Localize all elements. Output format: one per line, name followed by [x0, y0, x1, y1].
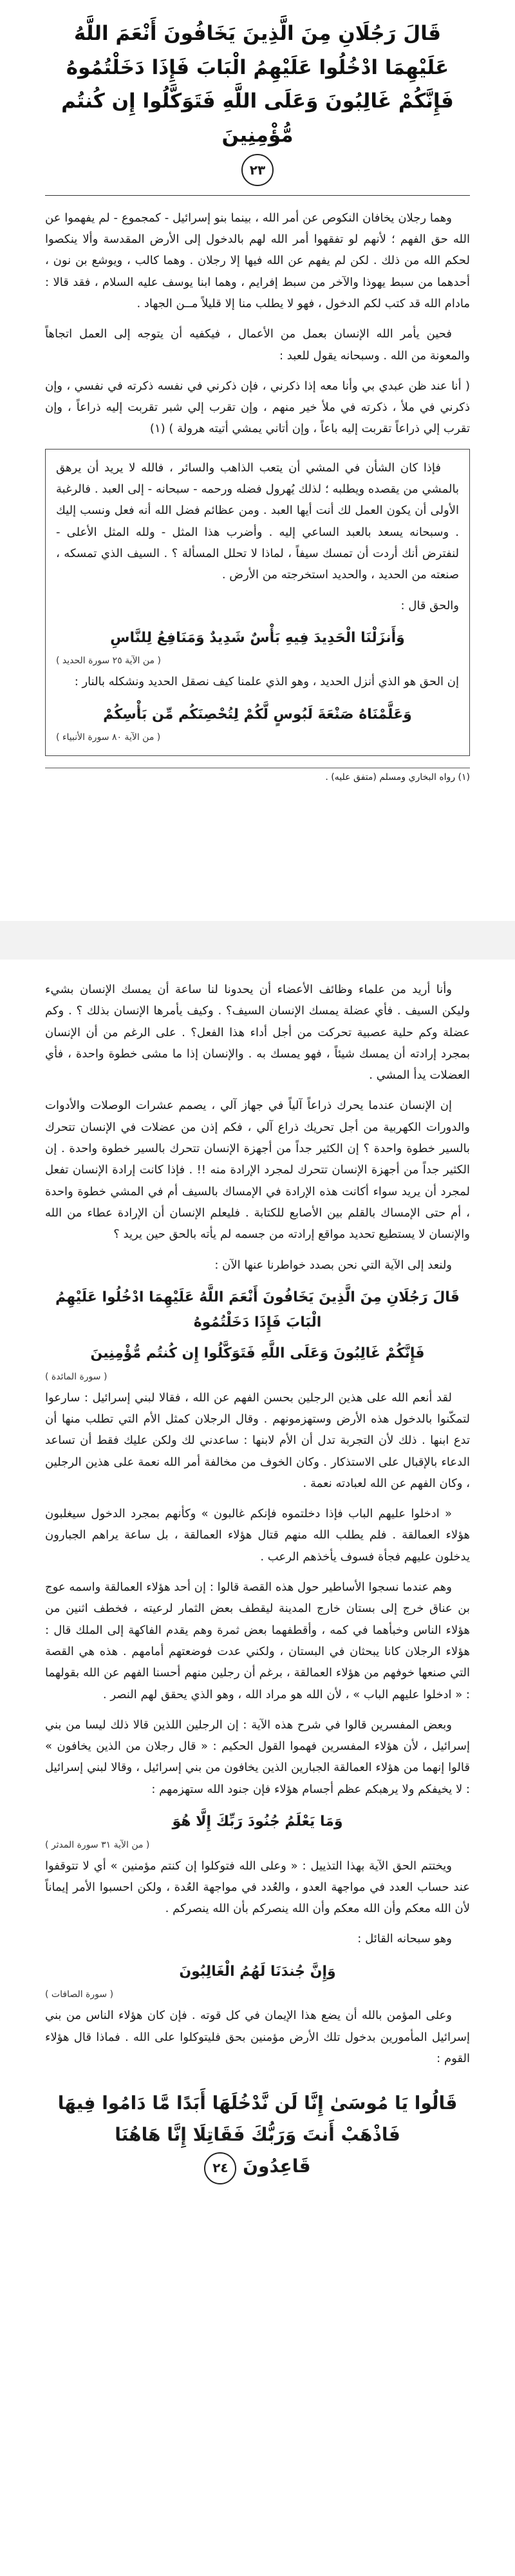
- body-paragraph: « ادخلوا عليهم الباب فإذا دخلتموه فإنكم غالبون » وكأنهم بمجرد الدخول سيغلبون هؤلاء العمالقة . فلم يطلب الله منهم قتال هؤلاء العمالقة ، بل ساعة يراهم الجبارون يدخلون عليهم فجأة فسوف يأخذهم الرعب .: [45, 1507, 470, 1564]
- verse-reference: ( من الآية ٣١ سورة المدثر ): [45, 1839, 150, 1850]
- quoted-verse: فَإِنَّكُمْ غَالِبُونَ وَعَلَى اللَّهِ فَتَوَكَّلُوا إِن كُنتُم مُّؤْمِنِينَ: [90, 1345, 425, 1362]
- body-paragraph: وعلى المؤمن بالله أن يضع هذا الإيمان في كل قوته . فإن كان هؤلاء الناس من بني إسرائيل المأمورين بدخول تلك الأرض مؤمنين بحق فليتوكلوا على الله . فماذا قال هؤلاء القوم :: [45, 2009, 470, 2065]
- body-paragraph: فإذا كان الشأن في المشي أن يتعب الذاهب والسائر ، فالله لا يريد أن يرهق بالمشي من يقصده ويطلبه ؛ لذلك يُهرول فضله ورحمه - سبحانه - إلى العبد . فالرغبة الأولى أن يكون العمل لك أنت أيها العبد . ومن عظائم فضل الله أنه فعل ونسب إليك . وسبحانه يسعد بالعبد الساعي إليه . وأضرب هذا المثل - ولله المثل الأعلى - لنفترض أنك أردت أن تمسك سيفاً ، لماذا لا تحلل المسألة ؟ . السيف الذي تمسكه ، صنعته من الحديد ، والحديد استخرجته من الأرض .: [56, 460, 459, 582]
- quran-verse-heading: [45, 17, 470, 153]
- page-two: [0, 960, 515, 2576]
- verse-line-text: قَاعِدُونَ: [243, 2155, 311, 2177]
- quoted-verse: وَإِنَّ جُندَنَا لَهُمُ الْغَالِبُونَ: [179, 1963, 336, 1980]
- verse-reference: ( من الآية ٢٥ سورة الحديد ): [56, 656, 161, 667]
- body-paragraph: وهم عندما نسجوا الأساطير حول هذه القصة قالوا : إن أحد هؤلاء العمالقة واسمه عوج بن عناق خرج إلى بستان خارج المدينة ليقطف بعض الثمار لرعيته ، فخطف اثنين من هؤلاء الناس وخبأهما في كمه ، وأقطفهما بعض ثمرة وهم يقدم الفاكهة إلى الملك قال : هؤلاء الرجلان كانا يبحثان في البستان ، ولكني عدت فوضعتهم أمامهم . هذه هي القصة التي صنعها خوفهم من هؤلاء العمالقة ، برغم أن رجلين منهم أحسنا الفهم عن الله بقولهما : « ادخلوا عليهم الباب » ، لأن الله هو مراد الله ، وهو الذي يحقق لهم النصر .: [45, 1580, 470, 1701]
- verse-line: فَإِنَّكُمْ غَالِبُونَ وَعَلَى اللَّهِ فَتَوَكَّلُوا إِن كُنتُم مُّؤْمِنِينَ: [61, 90, 454, 147]
- hadith-quote: [45, 375, 470, 440]
- quoted-verse: وَمَا يَعْلَمُ جُنُودَ رَبِّكَ إِلَّا هُوَ: [172, 1813, 343, 1830]
- verse-reference: ( من الآية ٨٠ سورة الأنبياء ): [56, 732, 161, 743]
- quoted-verse: وَعَلَّمْنَاهُ صَنْعَةَ لَبُوسٍ لَّكُمْ لِتُحْصِنَكُم مِّن بَأْسِكُمْ: [103, 706, 412, 723]
- quote-box: [45, 449, 470, 757]
- body-paragraph: وبعض المفسرين قالوا في شرح هذه الآية : إن الرجلين اللذين قالا ذلك ليسا من بني إسرائيل ، لأن هؤلاء المفسرين فهموا القول الحكيم : « قال رجلان من الذين يخافون » قالوا إنهما من هؤلاء العمالقة الجبارين الذين يخافون من بني إسرائيل ، وقالا لبني إسرائيل : لا يخيفكم ولا يرهبكم عظم أجسام هؤلاء فإن جنود الله ستهزمهم :: [45, 1718, 470, 1796]
- body-paragraph: إن الإنسان عندما يحرك ذراعاً آلياً في جهاز آلي ، يصمم عشرات الوصلات والأدوات والدورات الكهربية من أجل تحريك ذراع آلي ، فكم إذن من عضلات في الإنسان تتحرك بالسير خطوة واحدة ؟ إن الكثير جداً من أجهزة الإنسان تتحرك بالسير خطوة واحدة . إن الكثير جداً من أجهزة الإنسان تتحرك لمجرد الإرادة منه !! . فإذا كانت إرادة الإنسان تفعل لمجرد أن يريد سواء أكانت هذه الإرادة في الإمساك بالسيف أم في المشي خطوة واحدة ، أم حتى الإمساك بالقلم بين الأصابع للكتابة . فليعلم الإنسان أن الإرادة عطاء من الله والإنسان لا يستطيع تحديد مواقع إرادته من جسمه لم يأته بالحق حين يريد ؟: [45, 1099, 470, 1242]
- quoted-verse: وَأَنزَلْنَا الْحَدِيدَ فِيهِ بَأْسٌ شَدِيدٌ وَمَنَافِعُ لِلنَّاسِ: [110, 629, 405, 646]
- verse-line: فَاذْهَبْ أَنتَ وَرَبُّكَ فَقَاتِلَا إِنَّا هَاهُنَا: [115, 2124, 400, 2146]
- ayah-number-badge: ٢٣: [241, 154, 274, 186]
- verse-line: قَالَ رَجُلَانِ مِنَ الَّذِينَ يَخَافُونَ أَنْعَمَ اللَّهُ: [73, 22, 442, 45]
- body-paragraph: ويختتم الحق الآية بهذا التذييل : « وعلى الله فتوكلوا إن كنتم مؤمنين » أي لا تتوقفوا عند حساب العدد في مواجهة العدو ، والعُدد في مواجهة العُدة ، ولكن احسبوا الأمر إيماناً لأن الله معكم وأن الله معكم وأن الله ينصركم بأن الله ينصركم .: [45, 1859, 470, 1916]
- quran-verse-closing: [45, 2087, 470, 2190]
- quoted-verse: قَالَ رَجُلَانِ مِنَ الَّذِينَ يَخَافُونَ أَنْعَمَ اللَّهُ عَلَيْهِمَا ادْخُلُوا عَلَيْهِمُ الْبَابَ فَإِذَا دَخَلْتُمُوهُ: [55, 1289, 460, 1331]
- ayah-badge-wrapper: [45, 153, 470, 191]
- body-paragraph: ولنعد إلى الآية التي نحن بصدد خواطرنا عنها الآن :: [214, 1258, 452, 1272]
- body-paragraph: وهما رجلان يخافان النكوص عن أمر الله ، بينما بنو إسرائيل - كمجموع - لم يفهموا عن الله حق الفهم ؛ لأنهم لو تفقهوا أمر الله لهم بالدخول إلى الأرض المقدسة وألا ينكصوا لحكم الله من ذلك . لكن لم يفهم عن الله فيها إلا رجلان . وهما كالب ، ويوشع بن نون ، أحدهما من سبط يهوذا والآخر من سبط إفرايم ، وهما ابنا يوسف عليه السلام ، فقد قالا : مادام الله قد كتب لكم الدخول ، فهو لا يطلب منا إلا قليلاً مــن الجهاد .: [45, 211, 470, 310]
- page-one: [0, 0, 515, 921]
- body-paragraph: إن الحق هو الذي أنزل الحديد ، وهو الذي علمنا كيف نصقل الحديد ونشكله بالنار :: [74, 675, 459, 689]
- verse-reference: ( سورة المائدة ): [45, 1371, 108, 1382]
- verse-line: [45, 2150, 470, 2190]
- body-paragraph: فحين يأمر الله الإنسان بعمل من الأعمال ، فيكفيه أن يتوجه إلى العمل اتجاهاً والمعونة من الله . وسبحانه يقول للعبد :: [45, 327, 470, 363]
- page-gap: [0, 921, 515, 960]
- top-spacer: [45, 960, 470, 979]
- body-paragraph: وأنا أريد من علماء وظائف الأعضاء أن يحدونا لنا ساعة أن يمسك الإنسان بشيء وليكن السيف . فأي عضلة يمسك الإنسان السيف؟ . وكيف يأمرها الإنسان بذلك ؟ . وكم عضلة وكم حلية عصبية تحركت من أجل أداء هذا الفعل؟ . على الرغم من أن الإنسان بمجرد إرادته أن يمسك شيئاً ، فهو يمسك به . والإنسان إذا ما مشى خطوة واحدة ، فأي العضلات يدأ المشي .: [45, 983, 470, 1083]
- verse-line: عَلَيْهِمَا ادْخُلُوا عَلَيْهِمُ الْبَابَ فَإِذَا دَخَلْتُمُوهُ: [66, 55, 449, 79]
- footnote: (١) رواه البخاري ومسلم (متفق عليه) .: [45, 768, 470, 782]
- body-paragraph: والحق قال :: [400, 598, 459, 612]
- ayah-number-badge: ٢٤: [204, 2152, 236, 2184]
- body-paragraph: وهو سبحانه القائل :: [357, 1932, 452, 1946]
- divider: [45, 195, 470, 196]
- hadith-text: ( أنا عند ظن عبدي بي وأنا معه إذا ذكرني ، فإن ذكرني في نفسه ذكرته في نفسي ، وإن ذكرني في ملأ ، ذكرته في ملأ خير منهم ، وإن تقرب إلي شبر تقربت إليه ذراعاً ، وإن تقرب إلي ذراعاً تقربت إليه باعاً ، وإن أتاني يمشي أتيته هرولة ): [45, 379, 470, 436]
- verse-line: قَالُوا يَا مُوسَىٰ إِنَّا لَن نَّدْخُلَهَا أَبَدًا مَّا دَامُوا فِيهَا: [57, 2092, 458, 2114]
- body-paragraph: لقد أنعم الله على هذين الرجلين بحسن الفهم عن الله ، فقالا لبني إسرائيل : سارعوا لتمكّنوا بالدخول هذه الأرض وستهزمونهم . وقال الرجلان كمثل الأم التي تطلب منها أن تدع ابنها . ذلك لأن التجربة تدل أن الأم لابنها : ساعدني لك ولكن عليك فقط أن تساعد الدعاء بالإقبال على الاستذكار . وكان الخوف من مخالفة أمر الله نعمة على هذين الرجلين ، وكان الفهم عن الله لعبادته نعمة .: [45, 1390, 470, 1490]
- footnote-marker: (١): [149, 422, 165, 436]
- verse-reference: ( سورة الصافات ): [45, 1989, 114, 2000]
